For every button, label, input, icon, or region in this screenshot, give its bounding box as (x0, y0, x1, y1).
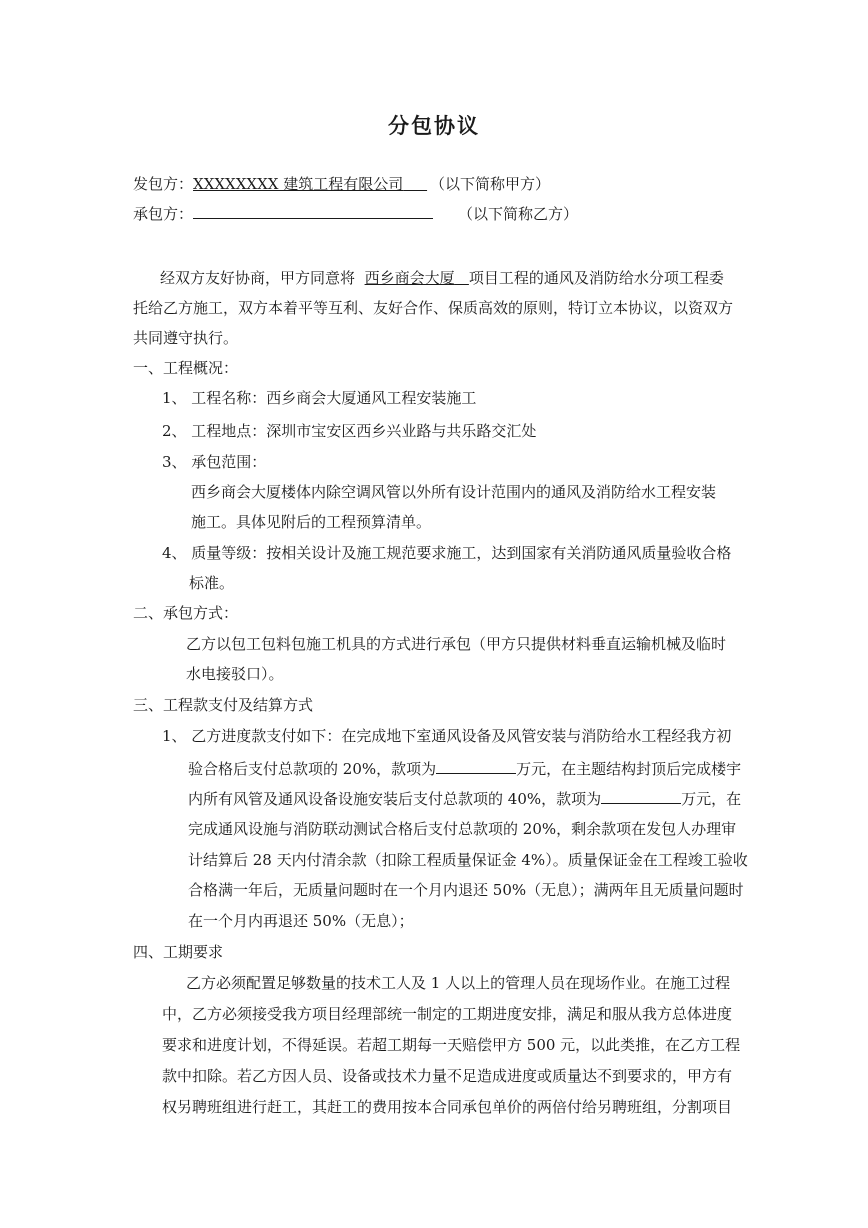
party-a-name: XXXXXXXX 建筑工程有限公司 (193, 175, 404, 193)
s4-line-5: 权另聘班组进行赶工，其赶工的费用按本合同承包单价的两倍付给另聘班组，分割项目 (162, 1098, 733, 1116)
intro-line-2: 托给乙方施工，双方本着平等互利、友好合作、保质高效的原则，特订立本协议，以资双方 (133, 299, 734, 317)
s3-line-2: 验合格后支付总款项的 20%，款项为 万元，在主题结构封顶后完成楼宇 (188, 760, 742, 778)
section-1-heading: 一、工程概况： (133, 359, 239, 377)
s1-item-3: 3、 承包范围： (162, 453, 267, 471)
s4-line-4: 款中扣除。若乙方因人员、设备或技术力量不足造成进度或质量达不到要求的，甲方有 (162, 1067, 733, 1085)
s3-line-7: 在一个月内再退还 50%（无息）； (188, 912, 414, 930)
intro-line-1: 经双方友好协商，甲方同意将 西乡商会大厦 项目工程的通风及消防给水分项工程委 (160, 269, 724, 287)
intro-line-3: 共同遵守执行。 (133, 329, 239, 347)
section-4-heading: 四、工期要求 (133, 943, 224, 961)
party-a-label: 发包方： (133, 175, 194, 193)
s3-line-5: 计结算后 28 天内付清余款（扣除工程质量保证金 4%）。质量保证金在工程竣工验收 (188, 851, 748, 869)
s1-item-4-line-2: 标准。 (189, 574, 235, 592)
s1-item-3-line-1: 西乡商会大厦楼体内除空调风管以外所有设计范围内的通风及消防给水工程安装 (191, 483, 717, 501)
s4-line-3: 要求和进度计划，不得延误。若超工期每一天赔偿甲方 500 元，以此类推，在乙方工程 (162, 1036, 741, 1054)
s1-item-1: 1、 工程名称：西乡商会大厦通风工程安装施工 (162, 389, 477, 407)
s4-line-2: 中，乙方必须接受我方项目经理部统一制定的工期进度安排，满足和服从我方总体进度 (162, 1005, 733, 1023)
s1-item-4-line-1: 4、 质量等级：按相关设计及施工规范要求施工，达到国家有关消防通风质量验收合格 (162, 544, 732, 562)
s1-item-3-line-2: 施工。具体见附后的工程预算清单。 (191, 513, 432, 531)
party-b-note: （以下简称乙方） (458, 205, 579, 223)
s3-line-6: 合格满一年后，无质量问题时在一个月内退还 50%（无息）；满两年且无质量问题时 (188, 881, 744, 899)
party-a-line (133, 174, 427, 194)
project-name: 西乡商会大厦 (364, 269, 455, 287)
party-b-line (133, 204, 433, 224)
party-b-name-blank (193, 204, 433, 219)
s3-line-4: 完成通风设施与消防联动测试合格后支付总款项的 20%，剩余款项在发包人办理审 (188, 820, 737, 838)
section-3-heading: 三、工程款支付及结算方式 (133, 696, 314, 714)
s2-line-1: 乙方以包工包料包施工机具的方式进行承包（甲方只提供材料垂直运输机械及临时 (186, 635, 727, 653)
payment-amount-blank-1 (436, 759, 516, 774)
s2-line-2: 水电接驳口）。 (186, 665, 284, 683)
party-b-label: 承包方： (133, 205, 194, 223)
document-title: 分包协议 (388, 113, 480, 138)
s4-line-1: 乙方必须配置足够数量的技术工人及 1 人以上的管理人员在现场作业。在施工过程 (186, 974, 731, 992)
s3-line-3: 内所有风管及通风设备设施安装后支付总款项的 40%，款项为 万元，在 (188, 790, 742, 808)
s3-line-1: 1、 乙方进度款支付如下：在完成地下室通风设备及风管安装与消防给水工程经我方初 (162, 727, 732, 745)
party-a-note: （以下简称甲方） (430, 175, 551, 193)
payment-amount-blank-2 (601, 789, 681, 804)
section-2-heading: 二、承包方式： (133, 604, 239, 622)
s1-item-2: 2、 工程地点：深圳市宝安区西乡兴业路与共乐路交汇处 (162, 422, 537, 440)
